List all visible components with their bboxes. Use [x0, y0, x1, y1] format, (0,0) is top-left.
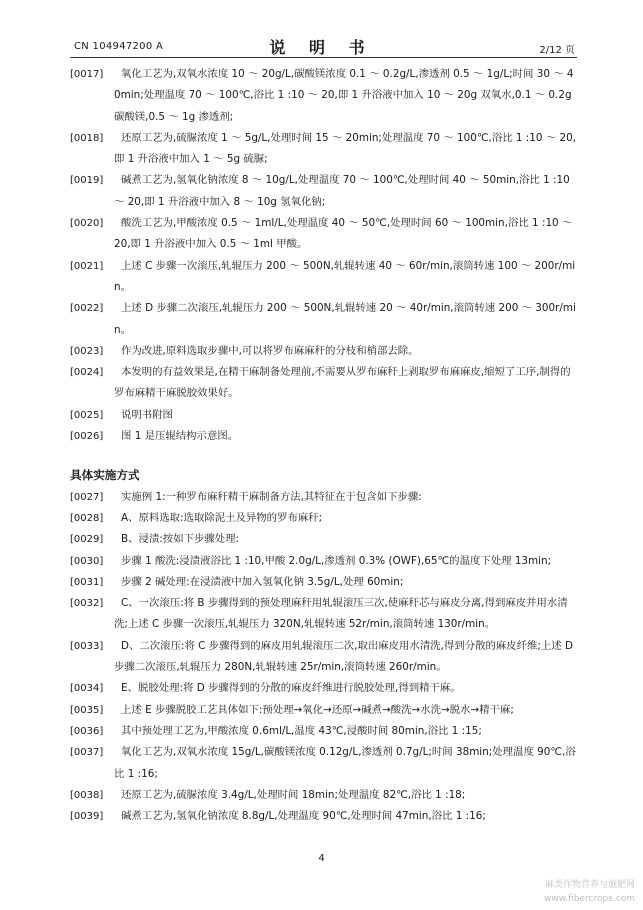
- paragraph: [70, 529, 580, 550]
- paragraph: [70, 64, 580, 128]
- paragraph-text: 步骤 2 碱处理:在浸渍液中加入氢氧化钠 3.5g/L,处理 60min;: [121, 575, 404, 588]
- paragraph-number: [0035]: [70, 704, 104, 716]
- paragraph: [70, 298, 580, 341]
- paragraph-number: [0037]: [70, 747, 104, 759]
- paragraph-text: E、脱胶处理:将 D 步骤得到的分散的麻皮纤维进行脱胶处理,得到精干麻。: [121, 682, 461, 695]
- paragraph: [70, 362, 580, 405]
- paragraph-text: 步骤 1 酸洗:浸渍液浴比 1 :10,甲酸 2.0g/L,渗透剂 0.3% (OWF),65℃的温度下处理 13min;: [121, 554, 552, 567]
- watermark-title: 麻类作物营养与施肥网: [544, 880, 635, 890]
- paragraph-number: [0031]: [70, 576, 104, 588]
- paragraph-text: 上述 C 步骤一次滚压,轧辊压力 200 ～ 500N,轧辊转速 40 ～ 60r/min,滚筒转速 100 ～ 200r/min。: [114, 259, 576, 293]
- paragraph-number: [0019]: [70, 175, 104, 187]
- paragraph-number: [0032]: [70, 598, 104, 610]
- paragraph-number: [0022]: [70, 303, 104, 315]
- paragraph-text: 酸洗工艺为,甲酸浓度 0.5 ～ 1ml/L,处理温度 40 ～ 50℃,处理时间 60 ～ 100min,浴比 1 :10 ～ 20,即 1 升浴液中加入 0.5 ～ 1ml 甲酸。: [114, 217, 573, 251]
- paragraph-text: 本发明的有益效果是,在精干麻制备处理前,不需要从罗布麻秆上剥取罗布麻麻皮,缩短了工序,制得的罗布麻精干麻脱胶效果好。: [114, 366, 571, 400]
- paragraph: [70, 405, 580, 426]
- paragraph-number: [0034]: [70, 683, 104, 695]
- paragraph: [70, 721, 580, 742]
- paragraph: [70, 256, 580, 299]
- paragraph-number: [0025]: [70, 409, 104, 421]
- paragraph-text: D、二次滚压:将 C 步骤得到的麻皮用轧辊滚压二次,取出麻皮用水清洗,得到分散的麻皮纤维;上述 D 步骤二次滚压,轧辊压力 280N,轧辊转速 25r/min,滚筒转速 260r/min。: [114, 639, 574, 674]
- paragraph-number: [0021]: [70, 260, 104, 272]
- paragraph: [70, 487, 580, 508]
- paragraph: [70, 341, 580, 362]
- paragraph: [70, 572, 580, 593]
- paragraph: [70, 213, 580, 256]
- paragraph-number: [0038]: [70, 789, 104, 801]
- paragraph: [70, 785, 580, 806]
- paragraph-text: 作为改进,原料选取步骤中,可以将罗布麻麻秆的分枝和梢部去除。: [121, 344, 419, 357]
- document-title: 说 明 书: [269, 38, 374, 57]
- paragraph: [70, 170, 580, 213]
- paragraph-number: [0033]: [70, 640, 104, 652]
- paragraph-number: [0029]: [70, 534, 104, 546]
- paragraph-text: 上述 E 步骤脱胶工艺具体如下:预处理→氧化→还原→碱煮→酸洗→水洗→脱水→精干麻;: [121, 703, 514, 716]
- paragraph: [70, 426, 580, 447]
- paragraph-number: [0024]: [70, 367, 104, 379]
- paragraph-text: 氧化工艺为,双氧水浓度 10 ～ 20g/L,碳酸镁浓度 0.1 ～ 0.2g/L,渗透剂 0.5 ～ 1g/L;时间 30 ～ 40min;处理温度 70 ～ 100℃,浴比 1 :10 ～ 20,即 1 升浴液中加入 10 ～ 20g 双氧水,0.1 ～ 0.2g 碳酸镁,0.5 ～ 1g 渗透剂;: [114, 68, 574, 123]
- site-watermark: [544, 878, 635, 906]
- paragraph: [70, 636, 580, 679]
- page-header: [0, 0, 643, 58]
- paragraph-number: [0027]: [70, 491, 104, 503]
- document-body: [70, 64, 580, 827]
- paragraph: [70, 806, 580, 827]
- paragraph-text: 实施例 1:一种罗布麻秆精干麻制备方法,其特征在于包含如下步骤:: [121, 490, 422, 503]
- paragraph: [70, 551, 580, 572]
- paragraph: [70, 508, 580, 529]
- paragraph-number: [0039]: [70, 811, 104, 823]
- paragraph-text: 说明书附图: [121, 408, 173, 421]
- paragraph-number: [0020]: [70, 218, 104, 230]
- paragraph-text: A、原料选取:选取除泥土及异物的罗布麻秆;: [121, 511, 323, 524]
- section-title: 具体实施方式: [70, 468, 140, 483]
- page-indicator: 2/12 页: [539, 45, 575, 56]
- paragraph-text: 图 1 是压辊结构示意图。: [121, 430, 239, 443]
- paragraph: [70, 700, 580, 721]
- paragraph-text: 还原工艺为,硫脲浓度 3.4g/L,处理时间 18min;处理温度 82℃,浴比 1 :18;: [121, 788, 466, 801]
- paragraph-text: 碱煮工艺为,氢氧化钠浓度 8 ～ 10g/L,处理温度 70 ～ 100℃,处理时间 40 ～ 50min,浴比 1 :10 ～ 20,即 1 升浴液中加入 8 ～ 10g 氢氧化钠;: [114, 174, 570, 208]
- paragraph: [70, 678, 580, 699]
- paragraph-number: [0030]: [70, 555, 104, 567]
- paragraph-number: [0028]: [70, 512, 104, 524]
- paragraph-number: [0017]: [70, 69, 104, 80]
- watermark-url: www.fibercrops.com: [544, 894, 635, 904]
- paragraph-number: [0026]: [70, 431, 104, 443]
- paragraph-number: [0036]: [70, 725, 104, 737]
- paragraph-text: B、浸渍:按如下步骤处理:: [121, 533, 240, 546]
- paragraph: [70, 742, 580, 785]
- paragraph-text: 上述 D 步骤二次滚压,轧辊压力 200 ～ 500N,轧辊转速 20 ～ 40r/min,滚筒转速 200 ～ 300r/min。: [114, 302, 576, 336]
- patent-number: CN 104947200 A: [74, 41, 164, 52]
- paragraph-group-b: [70, 487, 580, 828]
- paragraph: [70, 128, 580, 171]
- paragraph-text: 氧化工艺为,双氧水浓度 15g/L,碳酸镁浓度 0.12g/L,渗透剂 0.7g/L;时间 38min;处理温度 90℃,浴比 1 :16;: [114, 746, 576, 780]
- paragraph-number: [0023]: [70, 345, 104, 357]
- section-gap: [70, 447, 580, 465]
- page-number: 4: [318, 853, 325, 864]
- paragraph-text: C、一次滚压:将 B 步骤得到的预处理麻秆用轧辊滚压三次,使麻秆芯与麻皮分离,得到麻皮并用水清洗;上述 C 步骤一次滚压,轧辊压力 320N,轧辊转速 52r/min,滚筒转速 130r/min。: [114, 597, 568, 631]
- paragraph-text: 其中预处理工艺为,甲酸浓度 0.6ml/L,温度 43℃,浸酸时间 80min,浴比 1 :15;: [121, 724, 482, 737]
- paragraph: [70, 593, 580, 636]
- paragraph-text: 碱煮工艺为,氢氧化钠浓度 8.8g/L,处理温度 90℃,处理时间 47min,浴比 1 :16;: [121, 810, 486, 823]
- header-divider: [70, 57, 577, 58]
- paragraph-number: [0018]: [70, 132, 104, 144]
- paragraph-group-a: [70, 64, 580, 447]
- paragraph-text: 还原工艺为,硫脲浓度 1 ～ 5g/L,处理时间 15 ～ 20min;处理温度 70 ～ 100℃,浴比 1 :10 ～ 20,即 1 升浴液中加入 1 ～ 5g 硫脲;: [114, 131, 577, 166]
